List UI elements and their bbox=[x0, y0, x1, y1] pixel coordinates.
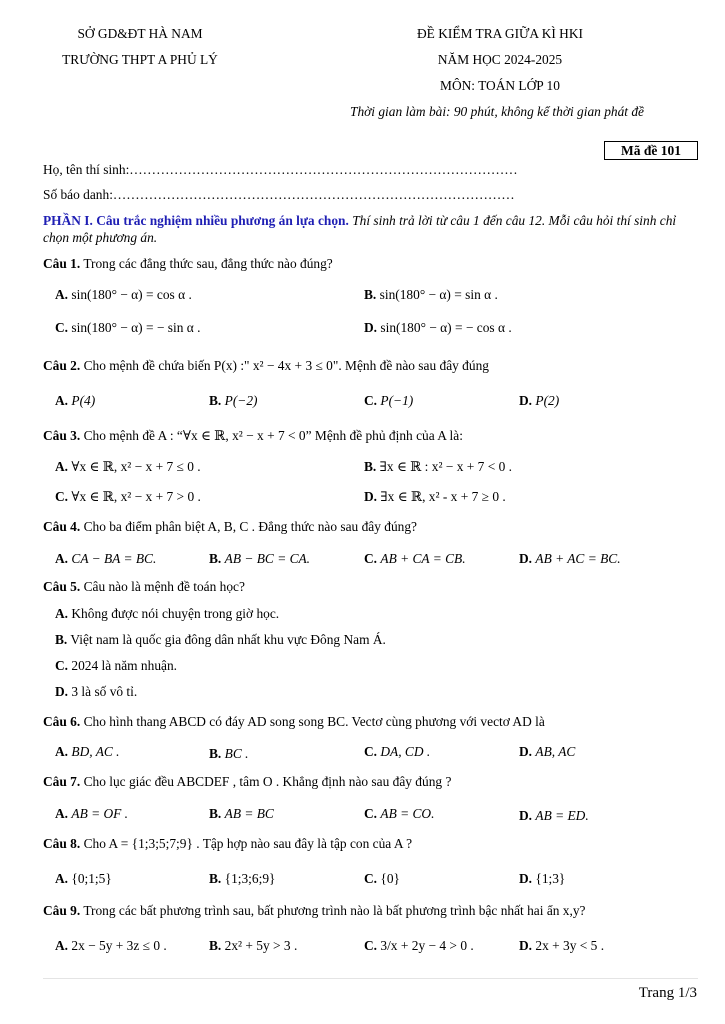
option-6c[interactable] bbox=[364, 744, 430, 760]
option-letter: C. bbox=[364, 551, 378, 566]
question-7 bbox=[43, 774, 451, 790]
option-letter: B. bbox=[209, 938, 222, 953]
option-4b[interactable] bbox=[209, 551, 310, 567]
option-1b[interactable] bbox=[364, 287, 498, 303]
option-letter: D. bbox=[55, 684, 69, 699]
option-7a[interactable] bbox=[55, 806, 128, 822]
question-label: Câu 5. bbox=[43, 579, 81, 594]
option-text: Không được nói chuyện trong giờ học. bbox=[71, 606, 280, 621]
option-2d[interactable] bbox=[519, 393, 559, 409]
option-text: 2x² + 5y > 3 . bbox=[224, 938, 298, 953]
option-text: 2x + 3y < 5 . bbox=[535, 938, 605, 953]
option-8b[interactable] bbox=[209, 871, 275, 887]
part1-title: PHẦN I. Câu trắc nghiệm nhiều phương án lựa chọn. bbox=[43, 213, 349, 228]
option-3a[interactable] bbox=[55, 459, 201, 475]
option-text: sin(180° − α) = sin α . bbox=[379, 287, 498, 302]
option-letter: A. bbox=[55, 938, 69, 953]
option-text: ∃x ∈ ℝ : x² − x + 7 < 0 . bbox=[379, 459, 512, 474]
option-2b[interactable] bbox=[209, 393, 257, 409]
footer-divider bbox=[43, 978, 698, 979]
option-text: ∃x ∈ ℝ, x² - x + 7 ≥ 0 . bbox=[380, 489, 506, 504]
part1-heading bbox=[43, 212, 698, 246]
option-letter: A. bbox=[55, 393, 69, 408]
option-3d[interactable] bbox=[364, 489, 506, 505]
question-5 bbox=[43, 579, 245, 595]
question-4 bbox=[43, 519, 417, 535]
option-9d[interactable] bbox=[519, 938, 604, 954]
option-text: AB + AC = BC. bbox=[535, 551, 621, 566]
option-letter: B. bbox=[209, 806, 222, 821]
question-text: Trong các đẳng thức sau, đẳng thức nào đúng? bbox=[80, 256, 333, 271]
option-text: P(−2) bbox=[224, 393, 258, 408]
question-6 bbox=[43, 714, 545, 730]
option-text: P(2) bbox=[535, 393, 560, 408]
question-9 bbox=[43, 903, 586, 919]
question-text: Trong các bất phương trình sau, bất phương trình nào là bất phương trình bậc nhất hai ẩn x,y? bbox=[80, 903, 586, 918]
option-9b[interactable] bbox=[209, 938, 297, 954]
question-text: Câu nào là mệnh đề toán học? bbox=[80, 579, 245, 594]
option-letter: A. bbox=[55, 871, 69, 886]
option-9c[interactable] bbox=[364, 938, 474, 954]
option-5b[interactable] bbox=[55, 632, 386, 648]
option-letter: A. bbox=[55, 459, 69, 474]
option-letter: B. bbox=[209, 551, 222, 566]
option-letter: A. bbox=[55, 744, 69, 759]
option-text: DA, CD . bbox=[380, 744, 431, 759]
option-text: {1;3} bbox=[535, 871, 566, 886]
option-letter: B. bbox=[209, 393, 222, 408]
option-text: Việt nam là quốc gia đông dân nhất khu vực Đông Nam Á. bbox=[70, 632, 386, 647]
question-label: Câu 9. bbox=[43, 903, 81, 918]
question-2 bbox=[43, 358, 489, 374]
option-letter: C. bbox=[55, 489, 69, 504]
page-number: Trang 1/3 bbox=[638, 985, 697, 1001]
question-text: Cho ba điểm phân biệt A, B, C . Đẳng thức nào sau đây đúng? bbox=[80, 519, 417, 534]
option-text: ∀x ∈ ℝ, x² − x + 7 ≤ 0 . bbox=[71, 459, 201, 474]
option-letter: B. bbox=[209, 871, 222, 886]
option-text: ∀x ∈ ℝ, x² − x + 7 > 0 . bbox=[71, 489, 201, 504]
question-label: Câu 2. bbox=[43, 358, 81, 373]
question-label: Câu 1. bbox=[43, 256, 81, 271]
option-text: {0} bbox=[380, 871, 400, 886]
question-text: Cho A = {1;3;5;7;9} . Tập hợp nào sau đây là tập con của A ? bbox=[80, 836, 413, 851]
question-8 bbox=[43, 836, 412, 852]
department-name: SỞ GD&ĐT HÀ NAM bbox=[77, 26, 203, 41]
option-8d[interactable] bbox=[519, 871, 565, 887]
option-letter: D. bbox=[519, 551, 533, 566]
exam-title: ĐỀ KIỂM TRA GIỮA KÌ HKI bbox=[417, 26, 583, 41]
option-letter: A. bbox=[55, 606, 69, 621]
option-8a[interactable] bbox=[55, 871, 112, 887]
option-6b[interactable] bbox=[209, 746, 248, 762]
option-1d[interactable] bbox=[364, 320, 512, 336]
question-1 bbox=[43, 256, 333, 272]
exam-code-box: Mã đề 101 bbox=[604, 141, 698, 160]
option-letter: D. bbox=[519, 808, 533, 823]
option-6a[interactable] bbox=[55, 744, 120, 760]
option-letter: C. bbox=[55, 658, 69, 673]
option-text: AB = CO. bbox=[380, 806, 435, 821]
option-1c[interactable] bbox=[55, 320, 200, 336]
option-letter: D. bbox=[519, 393, 533, 408]
option-5d[interactable] bbox=[55, 684, 137, 700]
question-label: Câu 7. bbox=[43, 774, 81, 789]
option-letter: A. bbox=[55, 287, 69, 302]
option-9a[interactable] bbox=[55, 938, 167, 954]
option-letter: D. bbox=[519, 938, 533, 953]
option-5a[interactable] bbox=[55, 606, 279, 622]
candidate-name-field: Họ, tên thí sinh:…………………………………………………………………………… bbox=[43, 162, 518, 177]
question-label: Câu 6. bbox=[43, 714, 81, 729]
question-text: Cho lục giác đều ABCDEF , tâm O . Khẳng định nào sau đây đúng ? bbox=[80, 774, 452, 789]
option-letter: B. bbox=[209, 746, 222, 761]
option-text: sin(180° − α) = − cos α . bbox=[380, 320, 512, 335]
question-label: Câu 8. bbox=[43, 836, 81, 851]
option-letter: B. bbox=[55, 632, 68, 647]
option-letter: C. bbox=[364, 871, 378, 886]
option-text: AB + CA = CB. bbox=[380, 551, 466, 566]
option-text: BC . bbox=[224, 746, 249, 761]
option-2c[interactable] bbox=[364, 393, 413, 409]
option-5c[interactable] bbox=[55, 658, 177, 674]
option-text: P(−1) bbox=[380, 393, 414, 408]
option-letter: D. bbox=[519, 744, 533, 759]
option-7b[interactable] bbox=[209, 806, 274, 822]
school-year: NĂM HỌC 2024-2025 bbox=[437, 52, 563, 67]
option-3b[interactable] bbox=[364, 459, 512, 475]
question-text: Cho hình thang ABCD có đáy AD song song BC. Vectơ cùng phương với vectơ AD là bbox=[80, 714, 545, 729]
option-letter: D. bbox=[364, 489, 378, 504]
option-text: 2024 là năm nhuận. bbox=[71, 658, 178, 673]
option-letter: A. bbox=[55, 551, 69, 566]
option-text: CA − BA = BC. bbox=[71, 551, 157, 566]
option-letter: A. bbox=[55, 806, 69, 821]
option-text: sin(180° − α) = cos α . bbox=[71, 287, 192, 302]
option-text: AB = OF . bbox=[71, 806, 129, 821]
option-4d[interactable] bbox=[519, 551, 621, 567]
option-text: 2x − 5y + 3z ≤ 0 . bbox=[71, 938, 167, 953]
question-text: Cho mệnh đề chứa biến P(x) :" x² − 4x + 3 ≤ 0". Mệnh đề nào sau đây đúng bbox=[80, 358, 489, 373]
option-letter: C. bbox=[364, 744, 378, 759]
option-4a[interactable] bbox=[55, 551, 156, 567]
question-label: Câu 4. bbox=[43, 519, 81, 534]
option-text: P(4) bbox=[71, 393, 96, 408]
option-4c[interactable] bbox=[364, 551, 466, 567]
option-text: {1;3;6;9} bbox=[224, 871, 276, 886]
candidate-id-field: Số báo danh:……………………………………………………………………………… bbox=[43, 187, 515, 202]
question-3 bbox=[43, 428, 463, 444]
option-letter: C. bbox=[364, 393, 378, 408]
option-letter: C. bbox=[55, 320, 69, 335]
option-1a[interactable] bbox=[55, 287, 192, 303]
option-letter: B. bbox=[364, 459, 377, 474]
option-8c[interactable] bbox=[364, 871, 400, 887]
option-letter: D. bbox=[364, 320, 378, 335]
time-allowed: Thời gian làm bài: 90 phút, không kể thời gian phát đề bbox=[350, 104, 644, 119]
option-text: {0;1;5} bbox=[71, 871, 112, 886]
option-text: BD, AC . bbox=[71, 744, 120, 759]
option-text: 3 là số vô tỉ. bbox=[71, 684, 138, 699]
option-6d[interactable] bbox=[519, 744, 575, 760]
option-letter: D. bbox=[519, 871, 533, 886]
option-7c[interactable] bbox=[364, 806, 434, 822]
option-text: AB, AC bbox=[535, 744, 576, 759]
option-text: 3/x + 2y − 4 > 0 . bbox=[380, 938, 474, 953]
subject: MÔN: TOÁN LỚP 10 bbox=[440, 78, 560, 93]
part1-instruction: Thí sinh trả lời từ câu 1 đến câu 12. Mỗi câu hỏi thí sinh chỉ chọn một phương án. bbox=[43, 213, 677, 245]
school-name: TRƯỜNG THPT A PHỦ LÝ bbox=[62, 52, 218, 67]
option-letter: C. bbox=[364, 938, 378, 953]
option-text: AB − BC = CA. bbox=[224, 551, 311, 566]
option-3c[interactable] bbox=[55, 489, 201, 505]
question-label: Câu 3. bbox=[43, 428, 81, 443]
option-7d[interactable] bbox=[519, 808, 589, 824]
option-text: sin(180° − α) = − sin α . bbox=[71, 320, 201, 335]
option-text: AB = ED. bbox=[535, 808, 589, 823]
option-2a[interactable] bbox=[55, 393, 95, 409]
option-letter: C. bbox=[364, 806, 378, 821]
question-text: Cho mệnh đề A : “∀x ∈ ℝ, x² − x + 7 < 0” Mệnh đề phủ định của A là: bbox=[80, 428, 463, 443]
option-letter: B. bbox=[364, 287, 377, 302]
option-text: AB = BC bbox=[224, 806, 274, 821]
